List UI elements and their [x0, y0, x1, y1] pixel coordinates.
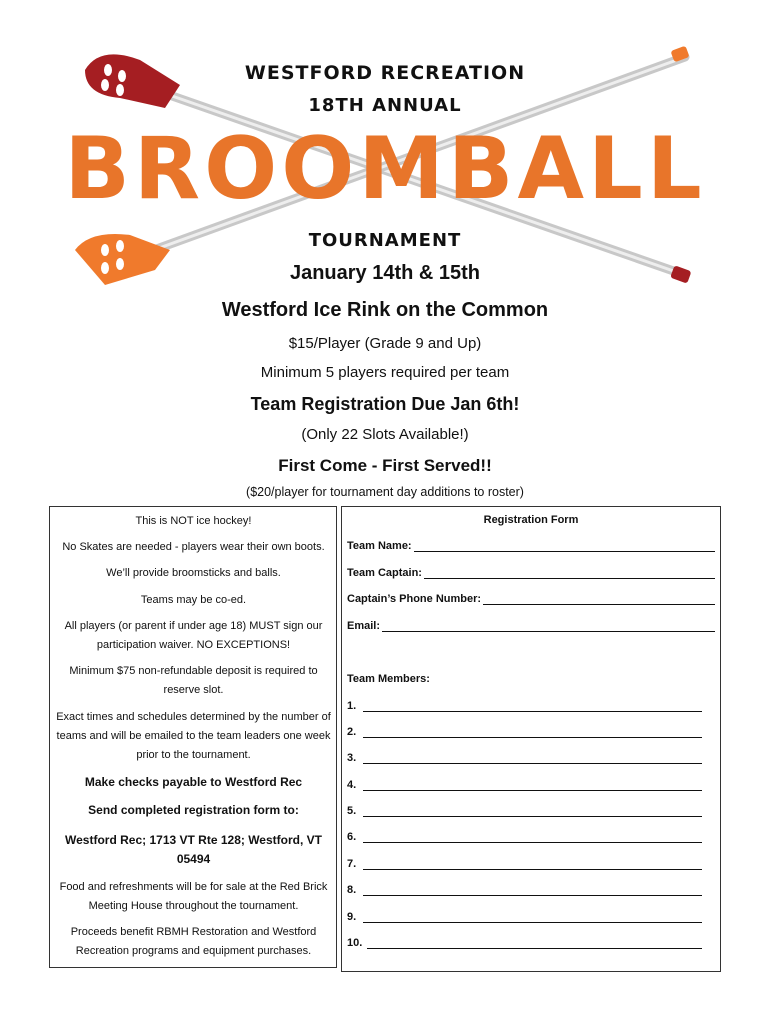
member-number: 1.: [347, 700, 357, 712]
member-row-3[interactable]: [347, 752, 702, 764]
member-line[interactable]: [363, 781, 702, 791]
info-send-form: Send completed registration form to:: [88, 803, 299, 817]
team-name-line[interactable]: [414, 542, 715, 552]
event-dates: January 14th & 15th: [289, 262, 481, 284]
member-number: 6.: [347, 831, 357, 843]
slots-available: (Only 22 Slots Available!): [301, 426, 469, 443]
team-name-label: Team Name:: [347, 540, 412, 552]
member-row-5[interactable]: [347, 805, 702, 817]
captain-phone-line[interactable]: [483, 595, 715, 605]
team-members-label: Team Members:: [347, 673, 430, 685]
email-label: Email:: [347, 620, 381, 632]
team-captain-line[interactable]: [424, 569, 715, 579]
member-number: 7.: [347, 858, 357, 870]
info-no-skates: No Skates are needed - players wear their own boots.: [62, 541, 325, 553]
member-line[interactable]: [363, 807, 702, 817]
event-venue: Westford Ice Rink on the Common: [221, 299, 549, 321]
minimum-players-text: Minimum 5 players required per team: [260, 364, 510, 381]
member-line[interactable]: [367, 939, 702, 949]
member-line[interactable]: [363, 702, 702, 712]
info-schedule: Exact times and schedules determined by the number of teams and will be emailed to the team leaders one week prior to the tournament.: [56, 711, 331, 761]
member-row-10[interactable]: [347, 937, 702, 949]
info-checks-payable: Make checks payable to Westford Rec: [84, 775, 303, 789]
additional-fee-text: ($20/player for tournament day additions to roster): [246, 485, 524, 499]
member-number: 5.: [347, 805, 357, 817]
member-line[interactable]: [363, 728, 702, 738]
member-line[interactable]: [363, 754, 702, 764]
member-number: 2.: [347, 726, 357, 738]
member-number: 8.: [347, 884, 357, 896]
first-come-text: First Come - First Served!!: [278, 456, 492, 475]
team-captain-label: Team Captain:: [347, 567, 422, 579]
captain-phone-label: Captain’s Phone Number:: [347, 593, 482, 605]
brand-title: BROOMBALL: [64, 119, 706, 219]
email-field[interactable]: [347, 620, 715, 632]
team-captain-field[interactable]: [347, 567, 715, 579]
member-row-9[interactable]: [347, 911, 702, 923]
member-row-6[interactable]: [347, 831, 702, 843]
registration-form-title: Registration Form: [483, 514, 579, 526]
member-number: 10.: [347, 937, 363, 949]
info-not-hockey: This is NOT ice hockey!: [135, 515, 252, 527]
info-proceeds: Proceeds benefit RBMH Restoration and Westford Recreation programs and equipment purchases.: [70, 926, 317, 957]
member-line[interactable]: [363, 833, 702, 843]
header-line1: WESTFORD RECREATION: [244, 62, 526, 84]
info-waiver: All players (or parent if under age 18) MUST sign our participation waiver. NO EXCEPTIONS!: [64, 620, 323, 651]
captain-phone-field[interactable]: [347, 593, 715, 605]
header-line3: TOURNAMENT: [308, 230, 462, 251]
info-equipment: We’ll provide broomsticks and balls.: [106, 567, 281, 579]
info-food: Food and refreshments will be for sale at the Red Brick Meeting House throughout the tournament.: [59, 881, 328, 912]
member-line[interactable]: [363, 860, 702, 870]
member-number: 3.: [347, 752, 357, 764]
info-mailing-address: Westford Rec; 1713 VT Rte 128; Westford, VT 05494: [65, 833, 322, 866]
member-row-8[interactable]: [347, 884, 702, 896]
member-row-1[interactable]: [347, 700, 702, 712]
registration-due: Team Registration Due Jan 6th!: [250, 394, 520, 414]
member-number: 9.: [347, 911, 357, 923]
member-row-7[interactable]: [347, 858, 702, 870]
member-number: 4.: [347, 779, 357, 791]
info-coed: Teams may be co-ed.: [140, 594, 247, 606]
member-line[interactable]: [363, 913, 702, 923]
team-name-field[interactable]: [347, 540, 715, 552]
member-row-2[interactable]: [347, 726, 702, 738]
price-text: $15/Player (Grade 9 and Up): [288, 335, 482, 352]
header-line2: 18TH ANNUAL: [308, 95, 462, 116]
email-line[interactable]: [382, 622, 715, 632]
info-deposit: Minimum $75 non-refundable deposit is required to reserve slot.: [69, 665, 318, 696]
member-line[interactable]: [363, 886, 702, 896]
member-row-4[interactable]: [347, 779, 702, 791]
